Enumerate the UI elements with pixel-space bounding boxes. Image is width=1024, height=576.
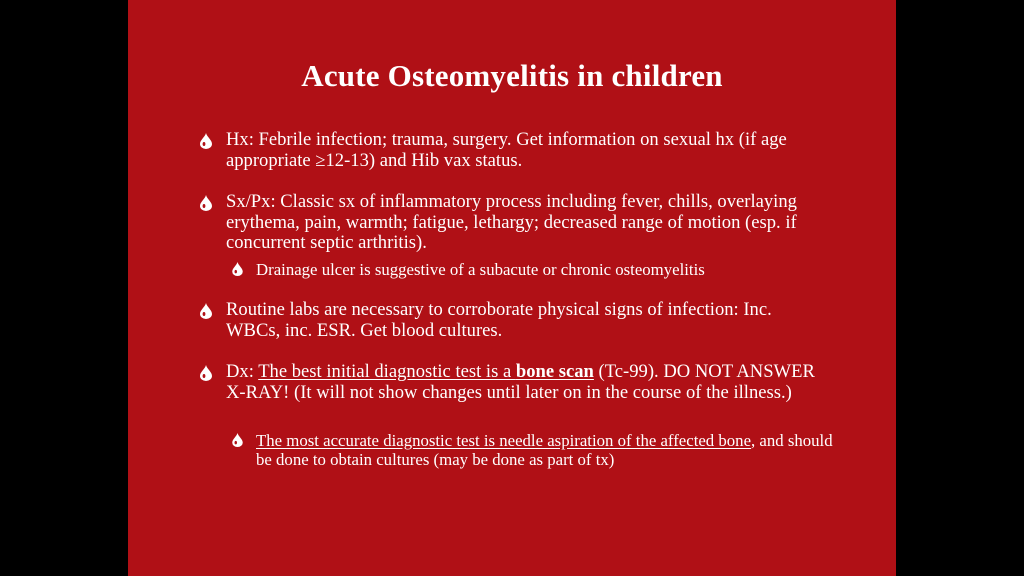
sub-bullet-text: Drainage ulcer is suggestive of a subacute or chronic osteomyelitis xyxy=(256,260,705,279)
bullet-labs xyxy=(226,300,786,341)
dx-underlined: The best initial diagnostic test is a xyxy=(258,361,516,382)
drop-icon xyxy=(200,303,212,319)
bullet-sx xyxy=(226,192,846,254)
bullet-hx xyxy=(226,130,846,171)
drop-icon xyxy=(200,365,212,381)
dx-prefix: Dx: xyxy=(226,361,259,382)
dx-bone-scan: bone scan xyxy=(515,361,594,382)
bullet-text: Hx: Febrile infection; trauma, surgery. Get information on sexual hx (if age appropriate ≥12-13) and Hib vax status. xyxy=(226,129,787,171)
drop-icon xyxy=(232,433,243,447)
bullet-text: Sx/Px: Classic sx of inflammatory process including fever, chills, overlaying erythema, pain, warmth; fatigue, lethargy; decreased range of motion (esp. if concurrent septic arthritis). xyxy=(226,191,797,253)
sub-bullet-drainage xyxy=(256,260,856,279)
bullet-dx xyxy=(226,362,826,403)
dx-suffix: (Tc-99). DO NOT ANSWER X-RAY! (It will not show changes until later on in the course of the illness.) xyxy=(226,361,815,403)
drop-icon xyxy=(200,133,212,149)
drop-icon xyxy=(232,262,243,276)
sub-underlined: The most accurate diagnostic test is needle aspiration of the affected bone xyxy=(256,431,752,450)
bullet-text: Routine labs are necessary to corroborate physical signs of infection: Inc. WBCs, inc. ESR. Get blood cultures. xyxy=(226,299,772,341)
slide-title: Acute Osteomyelitis in children xyxy=(301,58,723,93)
drop-icon xyxy=(200,195,212,211)
sub-bullet-aspiration xyxy=(256,431,836,469)
slide xyxy=(128,0,896,576)
sub-suffix: , and should be done to obtain cultures (may be done as part of tx) xyxy=(256,431,833,469)
